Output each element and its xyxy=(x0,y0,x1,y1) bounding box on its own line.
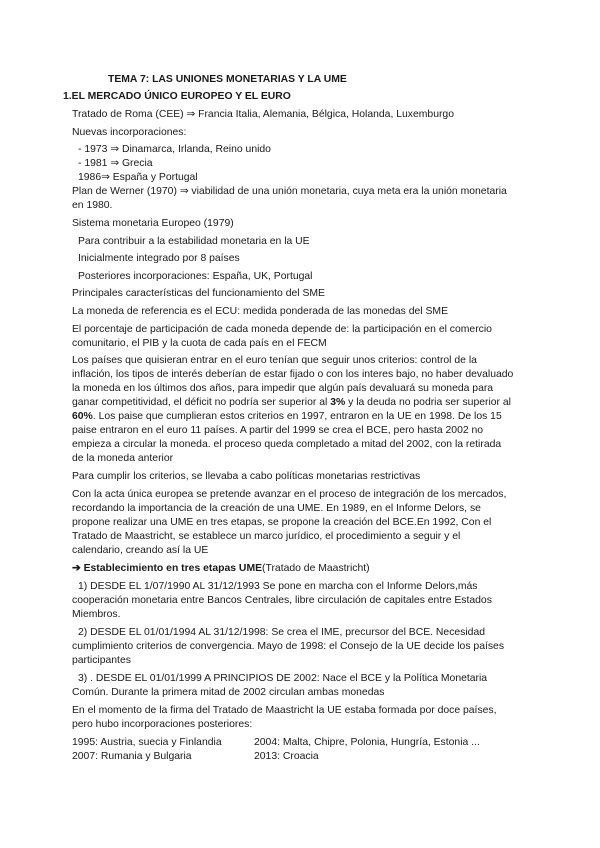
text-line: Nuevas incorporaciones: xyxy=(72,127,187,138)
text-line: Con la acta única europea se pretende avanzar en el proceso de integración de los mercados, xyxy=(72,489,507,500)
list-item: Posteriores incorporaciones: España, UK, Portugal xyxy=(78,271,313,282)
list-item: Inicialmente integrado por 8 países xyxy=(78,253,240,264)
text-line: comunitario, el PIB y la cuota de cada país en el FECM xyxy=(72,338,327,349)
text-line: ganar competitividad, el déficit no podría ser superior al 3% y la deuda no podria ser superior al xyxy=(72,397,511,408)
text-line: Tratado de Roma (CEE) ⇒ Francia Italia, Alemania, Bélgica, Holanda, Luxemburgo xyxy=(72,109,454,120)
text-line: Sistema monetaria Europeo (1979) xyxy=(72,218,234,229)
list-item: Para contribuir a la estabilidad monetaria en la UE xyxy=(78,236,310,247)
text-line: El porcentaje de participación de cada moneda depende de: la participación en el comercio xyxy=(72,324,492,335)
incorporation-2013: 2013: Croacia xyxy=(254,751,319,762)
incorporation-2007: 2007: Rumania y Bulgaria xyxy=(72,751,192,762)
text-line: cumplimiento criterios de convergencia. Mayo de 1998: el Consejo de la UE decide los países xyxy=(72,641,505,652)
list-item: 1) DESDE EL 1/07/1990 AL 31/12/1993 Se pone en marcha con el Informe Delors,más xyxy=(78,581,478,592)
text-line: Plan de Werner (1970) ⇒ viabilidad de una unión monetaria, cuya meta era la unión monetaria xyxy=(72,186,507,197)
text-line: Común. Durante la primera mitad de 2002 circulan ambas monedas xyxy=(72,687,385,698)
text-line: de la moneda anterior xyxy=(72,453,174,464)
text-line: 60%. Los paise que cumplieran estos criterios en 1997, entraron en la UE en 1998. De los 15 xyxy=(72,411,502,422)
list-item: 1986⇒ España y Portugal xyxy=(78,172,198,183)
text-line: cooperación monetaria entre Bancos Centrales, libre circulación de capitales entre Estados xyxy=(72,595,492,606)
text-line: La moneda de referencia es el ECU: medida ponderada de las monedas del SME xyxy=(72,306,449,317)
text-line: inflación, los tipos de interés deberían de estar fijado o con los interes bajo, no haber devaluado xyxy=(72,369,514,380)
text-line: Los países que quisieran entrar en el euro tenían que seguir unos criterios: control de la xyxy=(72,355,477,366)
list-item: 3) . DESDE EL 01/01/1999 A PRINCIPIOS DE 2002: Nace el BCE y la Política Monetaria xyxy=(78,673,488,684)
text-line: Miembros. xyxy=(72,609,121,620)
text-line: paise entraron en el euro 11 países. A partir del 1999 se crea el BCE, pero hasta 2002 no xyxy=(72,425,484,436)
text-line: recordando la importancia de la creación de una UME. En 1989, en el Informe Delors, se xyxy=(72,503,481,514)
text-line: participantes xyxy=(72,655,131,666)
text-line: propone realizar una UME en tres etapas, se propone la creación del BCE.En 1992, Con el xyxy=(72,517,492,528)
text-line: la moneda en los últimos dos años, para impedir que algún país devaluará su moneda para xyxy=(72,383,494,394)
list-item: - 1973 ⇒ Dinamarca, Irlanda, Reino unido xyxy=(78,144,271,155)
list-item: - 1981 ⇒ Grecia xyxy=(78,158,153,169)
document-title: TEMA 7: LAS UNIONES MONETARIAS Y LA UME xyxy=(108,74,347,85)
text-line: calendario, creando así la UE xyxy=(72,545,209,556)
text-line: empieza a circular la moneda. el proceso queda completado a mitad del 2002, con la retirada xyxy=(72,439,502,450)
text-line: pero hubo incorporaciones posteriores: xyxy=(72,719,253,730)
text-line: Para cumplir los criterios, se llevaba a cabo políticas monetarias restrictivas xyxy=(72,471,421,482)
text-line: En el momento de la firma del Tratado de Maastricht la UE estaba formada por doce países, xyxy=(72,705,497,716)
section-heading: 1.EL MERCADO ÚNICO EUROPEO Y EL EURO xyxy=(63,91,291,102)
arrow-icon: ➔ xyxy=(72,563,84,574)
text-line: Tratado de Maastricht, se establece un marco jurídico, el procedimiento a seguir y el xyxy=(72,531,461,542)
incorporation-2004: 2004: Malta, Chipre, Polonia, Hungría, Estonia ... xyxy=(254,737,480,748)
incorporation-1995: 1995: Austria, suecia y Finlandia xyxy=(72,737,222,748)
text-line: en 1980. xyxy=(72,200,113,211)
text-line: Principales características del funcionamiento del SME xyxy=(72,288,325,299)
list-item: 2) DESDE EL 01/01/1994 AL 31/12/1998: Se crea el IME, precursor del BCE. Necesidad xyxy=(78,627,486,638)
subsection-heading: ➔ Establecimiento en tres etapas UME(Tratado de Maastricht) xyxy=(72,563,370,574)
